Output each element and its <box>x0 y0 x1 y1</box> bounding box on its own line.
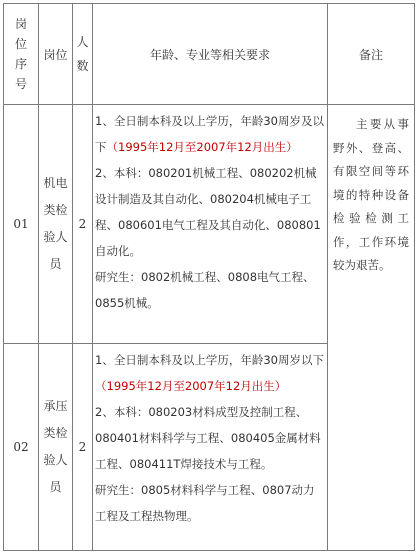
header-seq-char: 号 <box>14 77 27 91</box>
row-post-char: 验人 <box>43 230 68 244</box>
header-seq-char: 位 <box>14 37 27 51</box>
requirement-birth-range: （1995年12月至2007年12月出生） <box>95 379 287 393</box>
grid-line <box>414 3 415 551</box>
header-count-char: 数 <box>76 59 89 73</box>
row-count-value: 2 <box>78 217 87 231</box>
row-post-char: 类检 <box>43 426 68 440</box>
header-remarks-label: 备注 <box>358 47 383 62</box>
row-count-value: 2 <box>78 440 87 454</box>
row-post <box>39 344 72 550</box>
header-seq-char: 序 <box>14 57 27 71</box>
row-post <box>39 105 72 343</box>
row-seq-value: 02 <box>13 440 29 454</box>
row-seq <box>4 344 38 550</box>
header-requirements-label: 年龄、专业等相关要求 <box>149 47 270 62</box>
requirement-undergrad-majors: 2、本科：080203材料成型及控制工程、080401材料科学与工程、080405金属材料工程、080411T焊接技术与工程。 <box>95 405 321 471</box>
row-count <box>73 344 92 550</box>
recruitment-table <box>3 3 415 551</box>
requirement-age-text: 1、全日制本科及以上学历，年龄30周岁以下 <box>95 353 324 367</box>
row-seq <box>4 105 38 343</box>
requirement-age-text: 1、全日制本科及以上学历，年龄30周岁及以下 <box>95 114 324 154</box>
header-remarks <box>328 4 414 104</box>
requirement-birth-range: （1995年12月至2007年12月出生） <box>106 140 298 154</box>
header-post-label: 岗位 <box>43 47 68 62</box>
grid-line <box>3 550 415 551</box>
row-post-char: 员 <box>49 480 62 494</box>
row-count <box>73 105 92 343</box>
row-post-char: 员 <box>49 257 62 271</box>
row-requirements <box>95 347 325 529</box>
header-post <box>39 4 72 104</box>
requirement-graduate-majors: 研究生：0802机械工程、0808电气工程、0855机械。 <box>95 270 315 310</box>
row-requirements <box>95 108 325 316</box>
requirement-graduate-majors: 研究生：0805材料科学与工程、0807动力工程及工程热物理。 <box>95 483 315 523</box>
header-count <box>73 4 92 104</box>
header-seq <box>4 4 38 104</box>
row-post-char: 机电 <box>43 176 68 190</box>
requirement-undergrad-majors: 2、本科：080201机械工程、080202机械设计制造及其自动化、080204机械电子工程、080601电气工程及其自动化、080801自动化。 <box>95 166 321 258</box>
row-seq-value: 01 <box>13 217 29 231</box>
remarks-text: 主要从事野外、登高、有限空间等环境的特种设备检验检测工作，工作环境较为艰苦。 <box>333 117 409 272</box>
row-post-char: 类检 <box>43 203 68 217</box>
header-requirements <box>93 4 327 104</box>
header-seq-char: 岗 <box>14 17 27 31</box>
row-post-char: 验人 <box>43 453 68 467</box>
requirement-education <box>95 108 325 160</box>
requirement-education <box>95 347 325 399</box>
header-count-char: 人 <box>76 35 89 49</box>
row-post-char: 承压 <box>43 399 68 413</box>
